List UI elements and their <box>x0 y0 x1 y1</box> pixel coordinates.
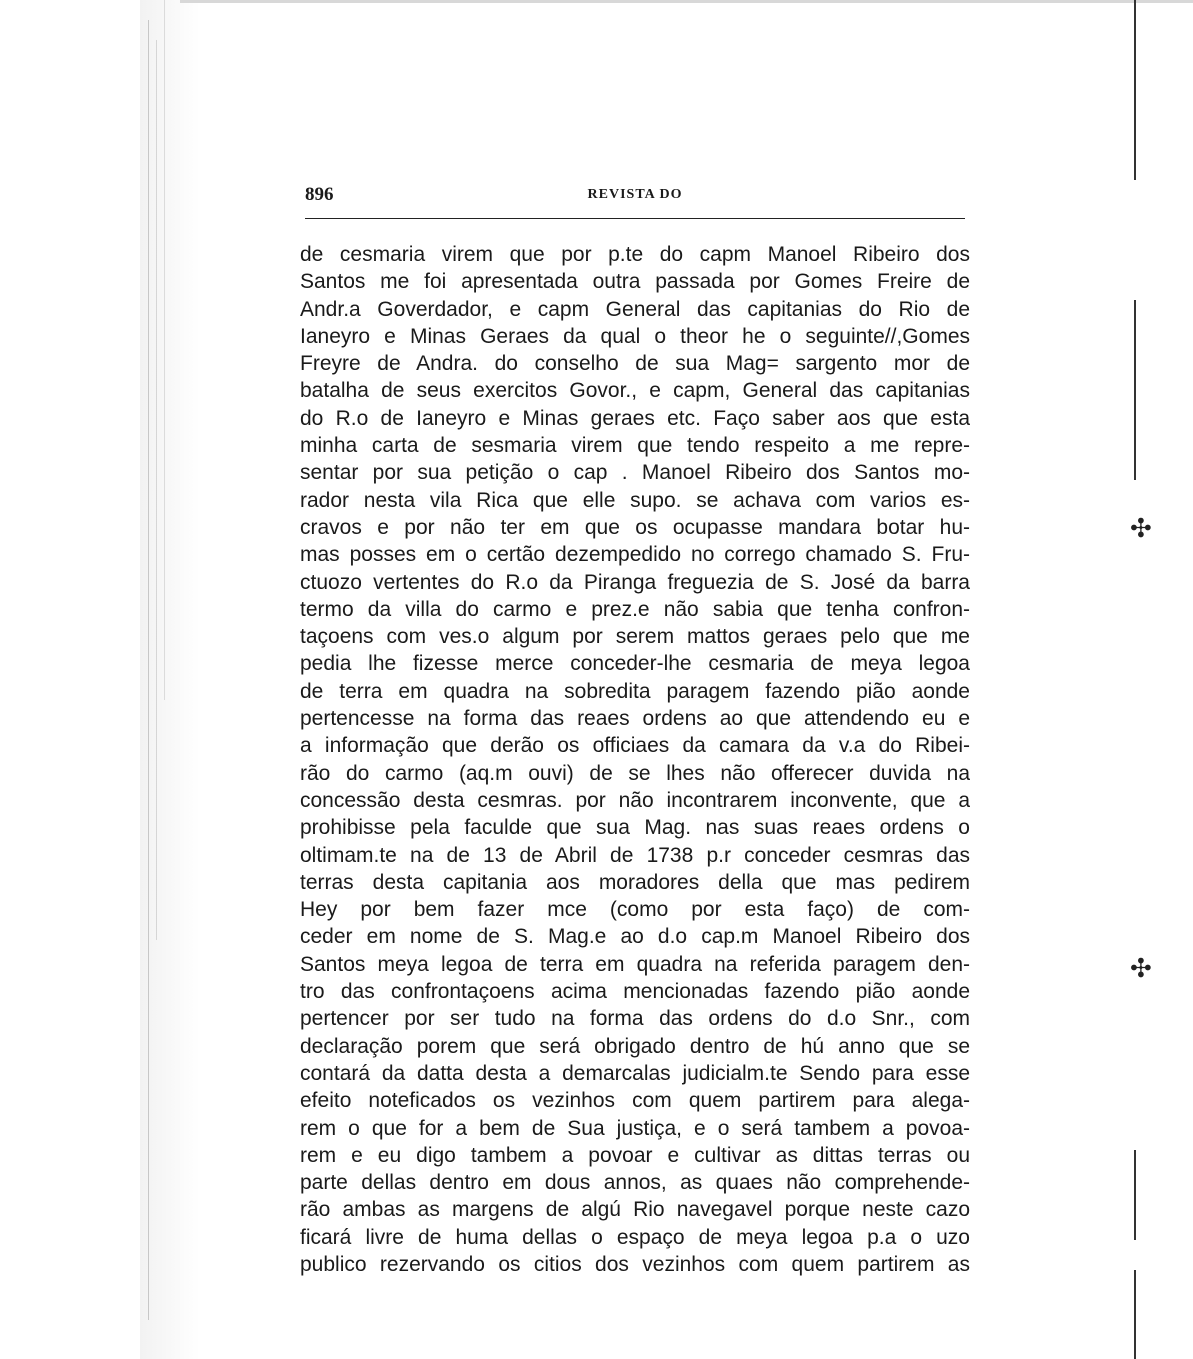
running-title: REVISTA DO <box>587 187 683 202</box>
text-line: de terra em quadra na sobredita paragem fazendo pião aonde <box>300 679 970 703</box>
text-line: rão do carmo (aq.m ouvi) de se lhes não offerecer duvida na <box>300 761 970 785</box>
text-line: de cesmaria virem que por p.te do capm Manoel Ribeiro dos <box>300 243 970 266</box>
text-line: ceder em nome de S. Mag.e ao d.o cap.m Manoel Ribeiro dos <box>300 925 970 949</box>
text-line: Santos me foi apresentada outra passada por Gomes Freire de <box>300 270 970 294</box>
text-line: a informação que derão os officiaes da camara da v.a do Ribei- <box>300 734 970 758</box>
text-line: rador nesta vila Rica que elle supo. se achava com varios es- <box>300 488 970 512</box>
text-line: declaração porem que será obrigado dentro de hú anno que se <box>300 1034 970 1058</box>
text-line: taçoens com ves.o algum por serem mattos geraes pelo que me <box>300 625 970 649</box>
text-line: concessão desta cesmras. por não incontrarem inconvente, que a <box>300 788 970 812</box>
text-line: minha carta de sesmaria virem que tendo respeito a me repre- <box>300 434 970 458</box>
text-line: do R.o de Ianeyro e Minas geraes etc. Faço saber aos que esta <box>300 406 970 430</box>
text-line: cravos e por não ter em que os ocupasse mandara botar hu- <box>300 515 970 539</box>
right-edge-line <box>1134 0 1136 180</box>
text-line: sentar por sua petição o cap . Manoel Ribeiro dos Santos mo- <box>300 461 970 485</box>
page-top-edge <box>180 0 1193 3</box>
text-line: publico rezervando os citios dos vezinhos com quem partirem as <box>300 1252 970 1276</box>
page-header <box>305 184 965 214</box>
text-line: rão ambas as margens de algú Rio navegavel porque neste cazo <box>300 1198 970 1222</box>
text-line: prohibisse pela faculde que sua Mag. nas suas reaes ordens o <box>300 816 970 840</box>
text-line: contará da datta desta a demarcalas judicialm.te Sendo para esse <box>300 1061 970 1085</box>
text-line: Santos meya legoa de terra em quadra na referida paragem den- <box>300 952 970 976</box>
text-line: rem e eu digo tambem a povoar e cultivar as dittas terras ou <box>300 1143 970 1167</box>
right-edge-line <box>1134 300 1136 480</box>
text-line: pertencesse na forma das reaes ordens ao que attendendo eu e <box>300 707 970 731</box>
text-line: efeito noteficados os vezinhos com quem partirem para alega- <box>300 1089 970 1113</box>
right-edge-line <box>1134 1150 1136 1240</box>
text-line: termo da villa do carmo e prez.e não sabia que tenha confron- <box>300 597 970 621</box>
body-text <box>300 241 970 1278</box>
header-rule <box>305 218 965 219</box>
page-binding-shadow <box>140 0 200 1359</box>
text-line: oltimam.te na de 13 de Abril de 1738 p.r conceder cesmras das <box>300 843 970 867</box>
right-edge-mark: ✣ <box>1130 953 1152 983</box>
text-line: ficará livre de huma dellas o espaço de meya legoa p.a o uzo <box>300 1225 970 1249</box>
text-line: ctuozo vertentes do R.o da Piranga freguezia de S. José da barra <box>300 570 970 594</box>
text-line: parte dellas dentro em dous annos, as quaes não comprehende- <box>300 1171 970 1195</box>
right-edge-line <box>1134 1270 1136 1359</box>
text-line: pertencer por ser tudo na forma das ordens do d.o Snr., com <box>300 1007 970 1031</box>
page-number: 896 <box>305 184 334 205</box>
text-line: batalha de seus exercitos Govor., e capm, General das capitanias <box>300 379 970 403</box>
text-line: Hey por bem fazer mce (como por esta faço) de com- <box>300 898 970 922</box>
text-line: Ianeyro e Minas Geraes da qual o theor he o seguinte//,Gomes <box>300 324 970 348</box>
text-line: Freyre de Andra. do conselho de sua Mag= sargento mor de <box>300 352 970 376</box>
text-line: pedia lhe fizesse merce conceder-lhe cesmaria de meya legoa <box>300 652 970 676</box>
text-line: mas posses em o certão dezempedido no corrego chamado S. Fru- <box>300 543 970 567</box>
text-line: rem o que for a bem de Sua justiça, e o será tambem a povoa- <box>300 1116 970 1140</box>
right-edge-mark: ✣ <box>1130 513 1152 543</box>
text-line: terras desta capitania aos moradores della que mas pedirem <box>300 870 970 894</box>
text-line: Andr.a Goverdador, e capm General das capitanias do Rio de <box>300 297 970 321</box>
text-line: tro das confrontaçoens acima mencionadas fazendo pião aonde <box>300 980 970 1004</box>
